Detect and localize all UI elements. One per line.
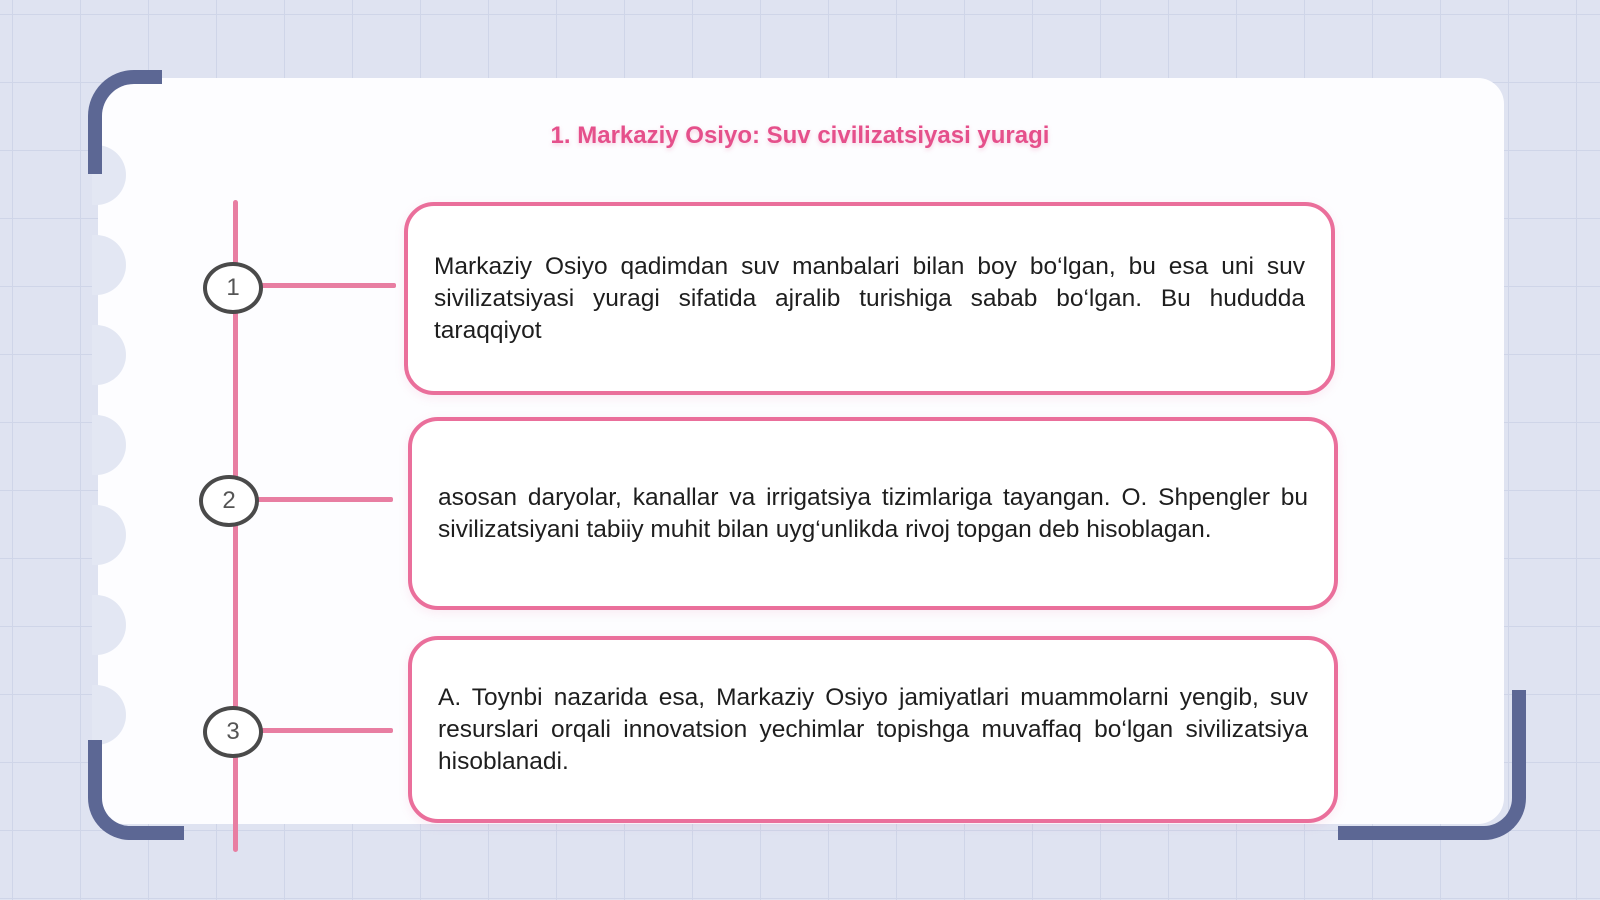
timeline-connector-2 xyxy=(236,497,393,502)
step-number-2-label: 2 xyxy=(222,487,236,514)
slide-title: 1. Markaziy Osiyo: Suv civilizatsiyasi yuragi xyxy=(550,122,1050,149)
frame-corner-top-left xyxy=(88,70,162,174)
frame-corner-bottom-right xyxy=(1338,690,1526,840)
step-number-3 xyxy=(203,706,263,758)
timeline-card-2 xyxy=(408,417,1338,610)
timeline-card-3 xyxy=(408,636,1338,823)
timeline-card-3-text: A. Toynbi nazarida esa, Markaziy Osiyo jamiyatlari muammolarni yengib, suv resurslari orqali innovatsion yechimlar topishga muvaffaq bo‘lgan sivilizatsiya hisoblanadi. xyxy=(438,683,1308,775)
step-number-2 xyxy=(199,475,259,527)
step-number-1-label: 1 xyxy=(226,274,240,301)
timeline-card-1-text: Markaziy Osiyo qadimdan suv manbalari bilan boy bo‘lgan, bu esa uni suv sivilizatsiyasi yuragi sifatida ajralib turishiga sabab bo‘lgan. Bu hududda taraqqiyot xyxy=(434,252,1305,344)
step-number-3-label: 3 xyxy=(226,718,240,745)
step-number-1 xyxy=(203,262,263,314)
timeline-card-2-text: asosan daryolar, kanallar va irrigatsiya tizimlariga tayangan. O. Shpengler bu sivilizatsiyani tabiiy muhit bilan uyg‘unlikda rivoj topgan deb hisoblagan. xyxy=(438,483,1308,543)
frame-corner-bottom-left xyxy=(88,740,184,840)
timeline-card-1 xyxy=(404,202,1335,395)
